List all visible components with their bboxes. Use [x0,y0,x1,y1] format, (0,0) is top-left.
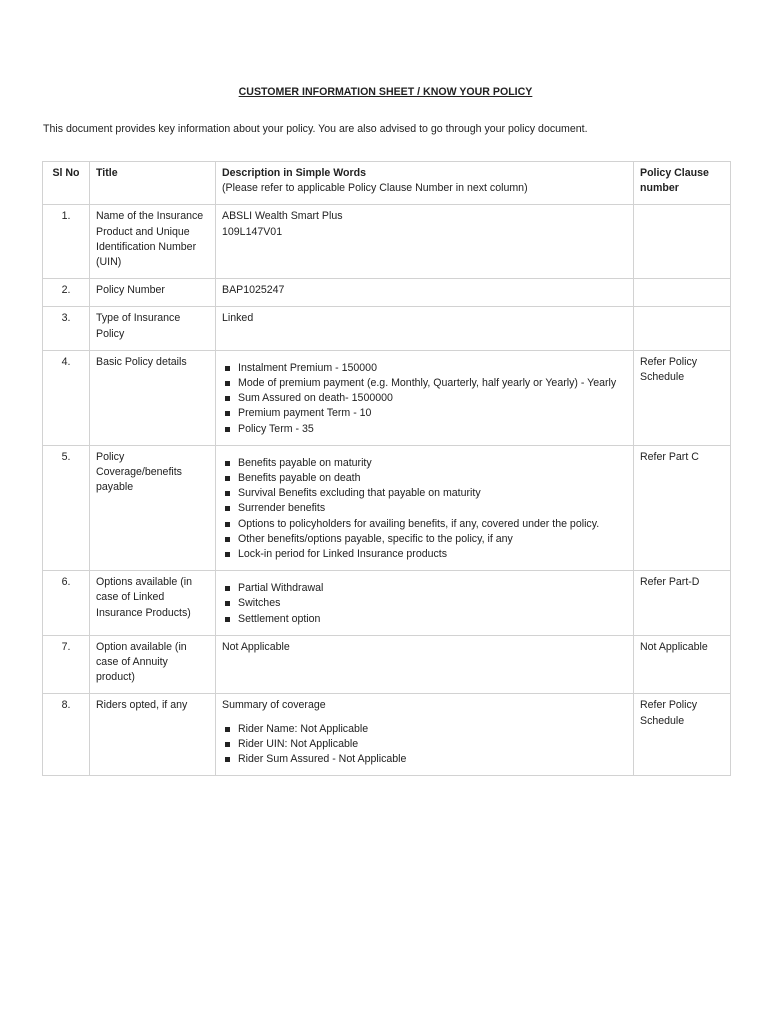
row-title: Type of Insurance Policy [90,307,216,350]
square-bullet-icon [225,522,230,527]
header-description [216,162,634,205]
table-row [43,694,731,776]
list-item-text: Rider UIN: Not Applicable [238,737,359,750]
list-item-text: Policy Term - 35 [238,422,314,435]
table-header-row [43,162,731,205]
list-item-text: Benefits payable on death [238,472,361,485]
page-title: CUSTOMER INFORMATION SHEET / KNOW YOUR POLICY [238,86,533,98]
list-item-text: Instalment Premium - 150000 [238,361,377,374]
square-bullet-icon [225,586,230,591]
row-description [216,279,634,307]
row-title: Basic Policy details [90,350,216,445]
list-item [238,361,627,376]
row-clause: Refer Part C [634,445,731,570]
header-sl-no: Sl No [43,162,90,205]
list-item [238,752,627,767]
policy-info-table [42,161,731,776]
intro-text: This document provides key information about your policy. You are also advised to go through your policy document. [43,123,588,135]
list-item-text: Surrender benefits [238,502,326,515]
description-line: ABSLI Wealth Smart Plus [222,210,343,223]
list-item-text: Premium payment Term - 10 [238,407,372,420]
square-bullet-icon [225,601,230,606]
list-item [238,391,627,406]
row-sl-no: 4. [43,350,90,445]
table-row [43,571,731,636]
square-bullet-icon [225,427,230,432]
list-item-text: Settlement option [238,612,321,625]
row-clause [634,307,731,350]
square-bullet-icon [225,727,230,732]
list-item-text: Switches [238,597,281,610]
square-bullet-icon [225,411,230,416]
row-clause [634,279,731,307]
list-item [238,422,627,437]
row-clause: Refer Policy Schedule [634,694,731,776]
bullet-list [222,722,627,768]
table-row [43,307,731,350]
row-sl-no: 2. [43,279,90,307]
square-bullet-icon [225,742,230,747]
row-description [216,307,634,350]
square-bullet-icon [225,476,230,481]
row-title: Name of the Insurance Product and Unique Identification Number (UIN) [90,205,216,279]
square-bullet-icon [225,461,230,466]
row-description [216,571,634,636]
row-clause [634,205,731,279]
row-description [216,445,634,570]
list-item [238,471,627,486]
square-bullet-icon [225,617,230,622]
row-title: Policy Number [90,279,216,307]
list-item [238,501,627,516]
row-description [216,205,634,279]
row-title: Option available (in case of Annuity product) [90,635,216,694]
square-bullet-icon [225,537,230,542]
square-bullet-icon [225,506,230,511]
list-item-text: Mode of premium payment (e.g. Monthly, Quarterly, half yearly or Yearly) - Yearly [238,377,617,390]
row-title: Options available (in case of Linked Insurance Products) [90,571,216,636]
list-item [238,532,627,547]
square-bullet-icon [225,757,230,762]
list-item-text: Rider Name: Not Applicable [238,722,369,735]
description-line: Linked [222,312,254,325]
list-item-text: Lock-in period for Linked Insurance products [238,548,448,561]
row-description [216,694,634,776]
description-line: 109L147V01 [222,225,283,238]
row-clause: Refer Policy Schedule [634,350,731,445]
bullet-list [222,581,627,627]
list-item [238,456,627,471]
row-sl-no: 7. [43,635,90,694]
list-item-text: Options to policyholders for availing benefits, if any, covered under the policy. [238,517,600,530]
row-description [216,635,634,694]
list-item [238,547,627,562]
row-sl-no: 5. [43,445,90,570]
header-description-label: Description in Simple Words [222,167,367,179]
table-row [43,279,731,307]
list-item [238,722,627,737]
header-clause: Policy Clause number [634,162,731,205]
list-item-text: Rider Sum Assured - Not Applicable [238,753,407,766]
list-item [238,612,627,627]
header-title: Title [90,162,216,205]
list-item-text: Partial Withdrawal [238,582,324,595]
row-title: Riders opted, if any [90,694,216,776]
list-item [238,737,627,752]
list-item [238,406,627,421]
row-sl-no: 6. [43,571,90,636]
list-item-text: Survival Benefits excluding that payable on maturity [238,487,481,500]
bullet-list [222,456,627,562]
table-row [43,205,731,279]
row-description [216,350,634,445]
row-clause: Refer Part-D [634,571,731,636]
square-bullet-icon [225,366,230,371]
list-item [238,517,627,532]
table-row [43,350,731,445]
list-item-text: Other benefits/options payable, specific to the policy, if any [238,532,513,545]
list-item [238,596,627,611]
square-bullet-icon [225,552,230,557]
description-line: BAP1025247 [222,284,285,297]
bullet-list [222,361,627,437]
description-line: Not Applicable [222,640,290,653]
list-item-text: Benefits payable on maturity [238,456,372,469]
list-item-text: Sum Assured on death- 1500000 [238,392,393,405]
list-item [238,581,627,596]
row-clause: Not Applicable [634,635,731,694]
table-row [43,445,731,570]
square-bullet-icon [225,491,230,496]
row-sl-no: 1. [43,205,90,279]
row-sl-no: 3. [43,307,90,350]
square-bullet-icon [225,396,230,401]
header-description-note: (Please refer to applicable Policy Clause Number in next column) [222,182,528,195]
list-item [238,486,627,501]
square-bullet-icon [225,381,230,386]
row-sl-no: 8. [43,694,90,776]
table-row [43,635,731,694]
row-title: Policy Coverage/benefits payable [90,445,216,570]
list-item [238,376,627,391]
description-lead: Summary of coverage [222,699,326,712]
